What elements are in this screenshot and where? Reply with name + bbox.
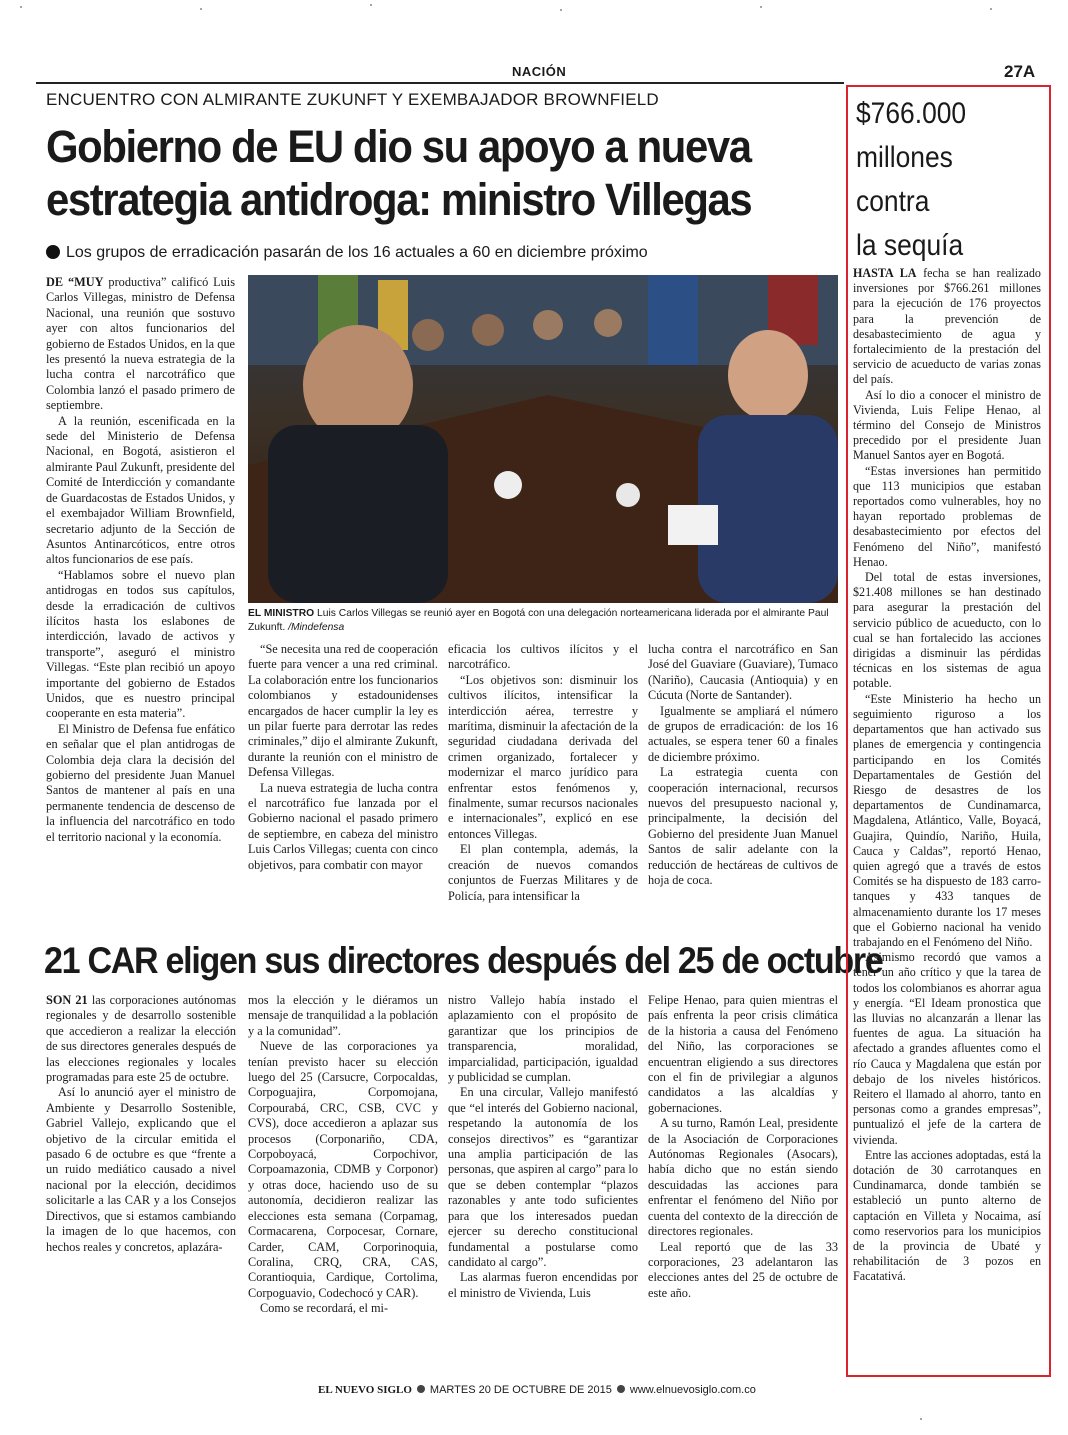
photo-caption xyxy=(248,607,838,635)
paragraph: productiva” calificó Luis Carlos Villegas, ministro de Defensa Nacional, una reunión que sostuvo ayer con altos funcionarios del gobierno de Estados Unidos, en la que les presentó la nueva estrategia de la lucha contra el narcotráfico que Colombia lanzó el pasado primero de septiembre. xyxy=(46,275,235,413)
car-headline: 21 CAR eligen sus directores después del 25 de octubre xyxy=(44,940,883,981)
paragraph: La nueva estrategia de lucha contra el narcotráfico fue lanzada por el Gobierno nacional el pasado primero de septiembre, en cabeza del ministro Luis Carlos Villegas; cuenta con cinco objetivos, para combatir con mayor xyxy=(248,780,438,872)
paragraph: “Los objetivos son: disminuir los cultivos ilícitos, intensificar la interdicción aérea, terrestre y marítima, disminuir la afectación de la seguridad ciudadana derivada del crimen organizado, fortalecer y modernizar el marco jurídico para enfrentar estos fenómenos y, finalmente, sumar recursos nacionales e internacionales”, explicó en ese entonces Villegas. xyxy=(448,672,638,841)
car-column-4 xyxy=(648,993,838,1301)
paragraph: Felipe Henao, para quien mientras el país enfrenta la peor crisis climática de la historia a causa del Fenómeno del Niño, las corporaciones se encuentran eligiendo a sus directores con el fin de privilegiar a algunos candidatos a las alcaldías y gobernaciones. xyxy=(648,993,838,1115)
sidebar-title xyxy=(856,92,966,268)
paragraph: El plan contempla, además, la creación de nuevos comandos conjuntos de Fuerzas Militares y de Policía, para intensificar la xyxy=(448,842,638,903)
subhead-text: Los grupos de erradicación pasarán de los 16 actuales a 60 en diciembre próximo xyxy=(66,244,648,261)
paragraph: Las alarmas fueron encendidas por el ministro de Vivienda, Luis xyxy=(448,1270,638,1300)
paragraph: “Se necesita una red de cooperación fuerte para vencer a una red criminal. La colaboración entre los funcionarios colombianos y estadounidenses encargados de hacer cumplir la ley es un pilar fuerte para derrotar las redes criminales,” dijo el almirante Zukunft, durante la reunión con el ministro de Defensa Villegas. xyxy=(248,642,438,780)
cup-shape xyxy=(494,471,522,499)
footer-url[interactable]: www.elnuevosiglo.com.co xyxy=(629,1384,756,1396)
scan-speck xyxy=(990,8,992,10)
caption-text: Luis Carlos Villegas se reunió ayer en Bogotá con una delegación norteamericana liderada por el almirante Paul Zukunft. xyxy=(248,608,829,633)
paragraph: El Ministro de Defensa fue enfático en señalar que el plan antidrogas de Colombia deja clara la decisión del gobierno del presidente Juan Manuel Santos de mantener al país en una permanente tendencia de descenso de la influencia del narcotráfico en todo el territorio nacional y la economía. xyxy=(46,721,235,844)
person-shape xyxy=(268,425,448,603)
scan-speck xyxy=(560,9,562,11)
paragraph: Entre las acciones adoptadas, está la dotación de 30 carrotanques en Cundinamarca, donde también se estableció un punto alterno de captación en Villeta y Nocaima, así como reservorios para los municipios de la provincia de Ubaté y rehabilitación de 3 pozos en Facatativá. xyxy=(853,1147,1041,1284)
page-footer xyxy=(318,1384,756,1396)
lead-in: DE “MUY xyxy=(46,275,104,289)
paragraph: Así lo anunció ayer el ministro de Ambiente y Desarrollo Sostenible, Gabriel Vallejo, explicando que el objetivo de la circular emitida el pasado 6 de octubre es que “frente a un ruido mediático causado a nivel nacional por la elección, decidimos solicitarle a las CAR y a los Consejos Directivos, que si estamos cambiando la imagen de lo que hacemos, con hechos reales y concretos, aplazára- xyxy=(46,1085,236,1254)
main-column-4 xyxy=(648,642,838,889)
lead-in: SON 21 xyxy=(46,993,88,1007)
paragraph: “Este Ministerio ha hecho un seguimiento riguroso a los departamentos que han activado sus planes de emergencia y contingencia participando en los Comités Departamentales de Gestión del Riesgo de desastres de los departamentos de Cundinamarca, Magdalena, Atlántico, Valle, Boyacá, Guajira, Quindío, Nariño, Huila, Cauca y Caldas”, reportó Henao, quien agregó que a través de estos Comités se ha dispuesto de 183 carro-tanques y 433 tanques de almacenamiento durante los 17 meses que el Gobierno nacional ha venido trabajando en el Fenómeno del Niño. xyxy=(853,691,1041,949)
bullet-icon xyxy=(417,1385,425,1393)
article-headline xyxy=(46,120,790,226)
flag-shape xyxy=(648,275,698,365)
main-column-3 xyxy=(448,642,638,904)
bullet-icon xyxy=(617,1385,625,1393)
paragraph: Así lo dio a conocer el ministro de Vivienda, Luis Felipe Henao, al término del Consejo de Ministros precedido por el presidente Juan Manuel Santos ayer en Bogotá. xyxy=(853,387,1041,463)
paragraph: mos la elección y le diéramos un mensaje de tranquilidad a la población y a la comunidad”. xyxy=(248,993,438,1038)
paragraph: A la reunión, escenificada en la sede del Ministerio de Defensa Nacional, en Bogotá, asistieron el almirante Paul Zukunft, presidente del Comité de Interdicción y comandante de Guardacostas de Estados Unidos, y el exembajador William Brownfield, secretario adjunto de la Sección de Asuntos Antinarcóticos, entre otros altos funcionarios de ese país. xyxy=(46,413,235,567)
paragraph: fecha se han realizado inversiones por $766.261 millones para la ejecución de 176 proyectos para la prevención de desabastecimiento de agua y fortalecimiento de la prestación del servicio de acueducto de varias zonas del país. xyxy=(853,266,1041,387)
scan-speck xyxy=(370,4,372,6)
person-shape xyxy=(533,310,563,340)
paragraph: “Estas inversiones han permitido que 113 municipios que estaban reportados como vulnerables, hoy no hayan reportado problemas de desabastecimiento por efectos del Fenómeno del Niño”, manifestó Henao. xyxy=(853,463,1041,569)
header-rule xyxy=(36,82,844,84)
paper-shape xyxy=(668,505,718,545)
lead-in: HASTA LA xyxy=(853,266,917,280)
paragraph: Leal reportó que de las 33 corporaciones, 23 adelantaron las elecciones antes del 25 de octubre de este año. xyxy=(648,1239,838,1300)
paragraph: En una circular, Vallejo manifestó que “el interés del Gobierno nacional, respetando la autonomía de los consejos directivos” es “garantizar una amplia participación de las personas, que aspiren al cargo” para lo que se deben contemplar “plazos razonables y ante todo suficientes para que los interesados puedan ejercer su derecho constitucional fundamental a postularse como candidato al cargo”. xyxy=(448,1085,638,1269)
paragraph: nistro Vallejo había instado el aplazamiento con el propósito de garantizar que los principios de transparencia, moralidad, imparcialidad, participación, igualdad y publicidad se cumplan. xyxy=(448,993,638,1085)
scan-speck xyxy=(20,6,22,8)
paragraph: A su turno, Ramón Leal, presidente de la Asociación de Corporaciones Autónomas Regionales (Asocars), había dicho que no están siendo descuidadas las acciones para enfrentar el fenómeno del Niño por cuenta del contexto de la dirección de directores regionales. xyxy=(648,1116,838,1239)
car-column-1 xyxy=(46,993,236,1255)
scan-speck xyxy=(200,8,202,10)
paragraph: “Hablamos sobre el nuevo plan antidrogas en todos sus capítulos, desde la erradicación de cultivos ilícitos hasta los eslabones de interdicción, lavado de activos y transporte”, aseguró el ministro Villegas. “Este plan recibió un apoyo importante del gobierno de Estados Unidos, que es nuestro principal cooperante en esta materia”. xyxy=(46,567,235,721)
person-shape xyxy=(472,314,504,346)
caption-lead: EL MINISTRO xyxy=(248,608,315,619)
person-shape xyxy=(728,330,808,420)
cup-shape xyxy=(616,483,640,507)
meeting-photo xyxy=(248,275,838,603)
page-number: 27A xyxy=(1004,62,1036,81)
paragraph: Asimismo recordó que vamos a tener un año crítico y que la tarea de todos los colombianos es ahorrar agua y energía. “El Ideam pronostica que las lluvias no alcanzarán a llenar las fuentes de agua. La situación ha afectado a grandes afluentes como el río Cauca y Magdalena que están por debajo de los niveles históricos. Reitero el llamado al ahorro, tanto en personas como a grandes empresas”, puntualizó el jefe de la cartera de vivienda. xyxy=(853,950,1041,1147)
paragraph: Nueve de las corporaciones ya tenían previsto hacer su elección luego del 25 (Carsucre, Corpocaldas, Corpoguajira, Corpomojana, Corpourabá, CRC, CSB, CVC y CVS), doce accedieron a aplazar sus procesos (Corponariño, CDA, Corpoboyacá, Corpochivor, Corpoamazonia, CDMB y Corponor) y otras doce, haciendo uso de su autonomía, decidieron realizar las elecciones esta semana (Corpamag, Cormacarena, Corpocesar, Cornare, Carder, CAM, Corporinoquia, Coralina, CRQ, CRA, CAS, Corantioquia, Cardique, Cortolima, Corpoguavio, Codechocó y CAR). xyxy=(248,1039,438,1300)
person-shape xyxy=(594,309,622,337)
photo-credit: /Mindefensa xyxy=(288,622,345,633)
bullet-icon xyxy=(46,245,60,259)
car-column-2 xyxy=(248,993,438,1317)
footer-brand: EL NUEVO SIGLO xyxy=(318,1384,412,1396)
paragraph: Como se recordará, el mi- xyxy=(260,1301,389,1316)
paragraph: Del total de estas inversiones, $21.408 millones se han destinado para asegurar la prestación del servicio público de acueducto, con lo cual se han fortalecido las acciones dirigidas a disminuir las pérdidas técnicas en los sistemas de agua potable. xyxy=(853,570,1041,691)
person-shape xyxy=(698,415,838,603)
sidebar-title-line: millones xyxy=(856,141,953,174)
sidebar-title-line: la sequía xyxy=(856,229,964,262)
sidebar-title-line: contra xyxy=(856,185,930,218)
paragraph: lucha contra el narcotráfico en San José del Guaviare (Guaviare), Tumaco (Nariño), Caucasia (Antioquia) y en Cúcuta (Norte de Santander). xyxy=(648,642,838,703)
car-column-3 xyxy=(448,993,638,1301)
headline-line-2: estrategia antidroga: ministro Villegas xyxy=(46,174,752,225)
section-label: NACIÓN xyxy=(512,64,567,79)
paragraph: eficacia los cultivos ilícitos y el narcotráfico. xyxy=(448,642,638,672)
article-subhead xyxy=(46,244,648,262)
person-shape xyxy=(412,319,444,351)
headline-line-1: Gobierno de EU dio su apoyo a nueva xyxy=(46,121,751,172)
photo-illustration xyxy=(248,275,838,603)
sidebar-title-amount: $766.000 xyxy=(856,97,967,130)
paragraph: las corporaciones autónomas regionales y de desarrollo sostenible que accedieron a realizar la elección de sus directores generales después de las elecciones regionales y locales programadas para este 25 de octubre. xyxy=(46,993,236,1085)
main-column-1 xyxy=(46,275,235,845)
scan-speck xyxy=(760,6,762,8)
main-column-2 xyxy=(248,642,438,873)
paragraph: Igualmente se ampliará el número de grupos de erradicación: de los 16 actuales, se espera tener 60 a finales de diciembre próximo. xyxy=(648,703,838,764)
article-kicker: ENCUENTRO CON ALMIRANTE ZUKUNFT Y EXEMBAJADOR BROWNFIELD xyxy=(46,90,659,109)
sidebar-body xyxy=(853,266,1041,1285)
paragraph: La estrategia cuenta con cooperación internacional, recursos nuevos del presupuesto nacional y, principalmente, la decisión del Gobierno del presidente Juan Manuel Santos de salir adelante con la reducción de hectáreas de cultivos de hoja de coca. xyxy=(648,765,838,888)
footer-date: MARTES 20 DE OCTUBRE DE 2015 xyxy=(429,1384,612,1396)
scan-speck xyxy=(920,1418,922,1420)
